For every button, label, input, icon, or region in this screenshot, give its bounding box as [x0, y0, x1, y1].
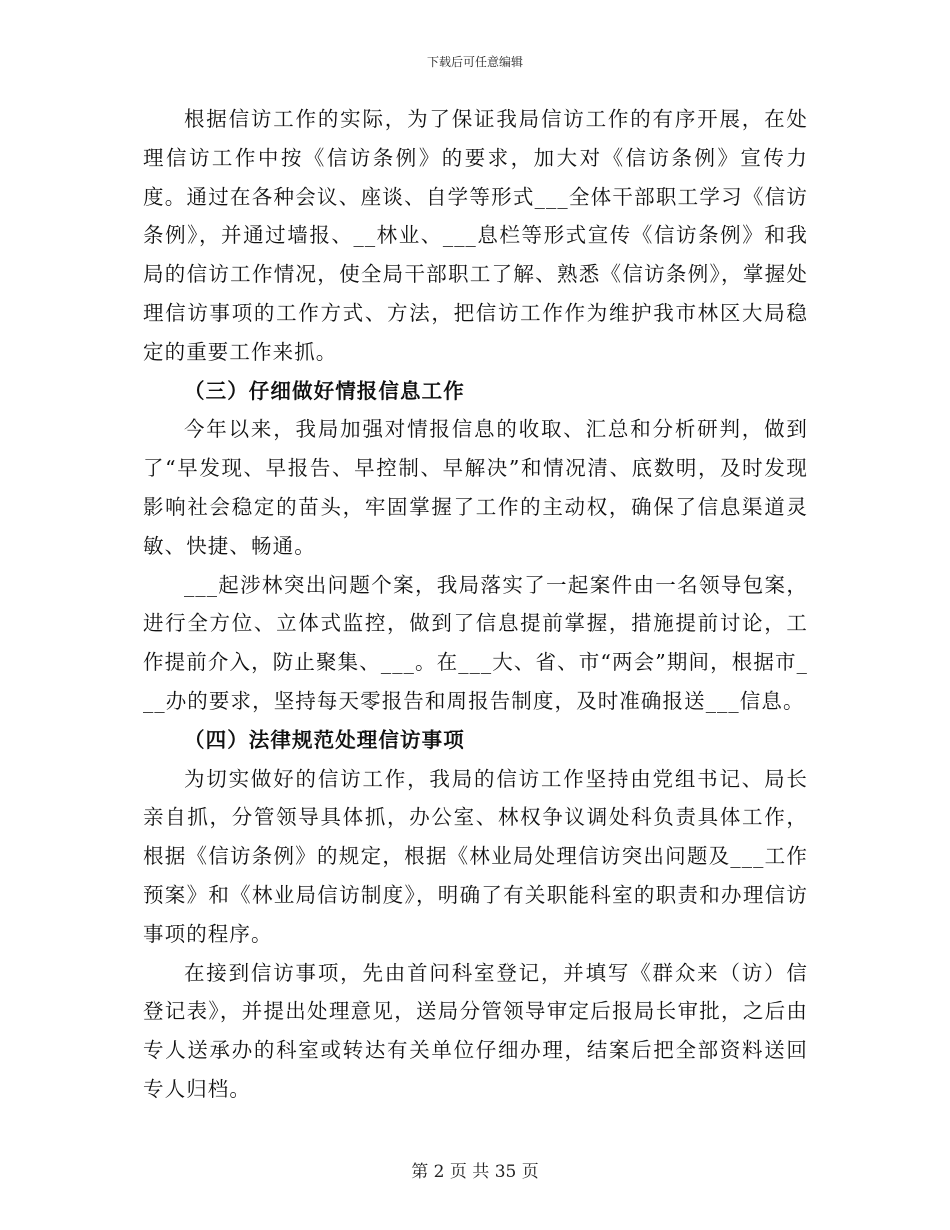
- document-body: [143, 100, 808, 1109]
- paragraph-intelligence: 今年以来，我局加强对情报信息的收取、汇总和分析研判，做到了“早发现、早报告、早控制、早解决”和情况清、底数明，及时发现影响社会稳定的苗头，牢固掌握了工作的主动权，确保了信息渠道灵敏、快捷、畅通。: [143, 417, 808, 558]
- section-heading-3: （三）仔细做好情报信息工作: [184, 378, 465, 403]
- paragraph-case-monitoring: ___起涉林突出问题个案，我局落实了一起案件由一名领导包案，进行全方位、立体式监控，做到了信息提前掌握，措施提前讨论，工作提前介入，防止聚集、___。在___大、省、市“两会”期间，根据市___办的要求，坚持每天零报告和周报告制度，及时准确报送___信息。: [143, 572, 808, 713]
- page-header: 下载后可任意编辑: [426, 55, 523, 69]
- section-heading-4: （四）法律规范处理信访事项: [184, 727, 465, 752]
- paragraph-leadership: 为切实做好的信访工作，我局的信访工作坚持由党组书记、局长亲自抓，分管领导具体抓，办公室、林权争议调处科负责具体工作，根据《信访条例》的规定，根据《林业局处理信访突出问题及___工作预案》和《林业局信访制度》，明确了有关职能科室的职责和办理信访事项的程序。: [143, 766, 808, 946]
- paragraph-publicity: 根据信访工作的实际，为了保证我局信访工作的有序开展，在处理信访工作中按《信访条例》的要求，加大对《信访条例》宣传力度。通过在各种会议、座谈、自学等形式___全体干部职工学习《信访条例》，并通过墙报、__林业、___息栏等形式宣传《信访条例》和我局的信访工作情况，使全局干部职工了解、熟悉《信访条例》，掌握处理信访事项的工作方式、方法，把信访工作作为维护我市林区大局稳定的重要工作来抓。: [143, 107, 808, 364]
- page-footer: 第 2 页 共 35 页: [411, 1162, 539, 1182]
- paragraph-procedure: 在接到信访事项，先由首问科室登记，并填写《群众来（访）信登记表》，并提出处理意见，送局分管领导审定后报局长审批，之后由专人送承办的科室或转达有关单位仔细办理，结案后把全部资料送回专人归档。: [143, 960, 808, 1101]
